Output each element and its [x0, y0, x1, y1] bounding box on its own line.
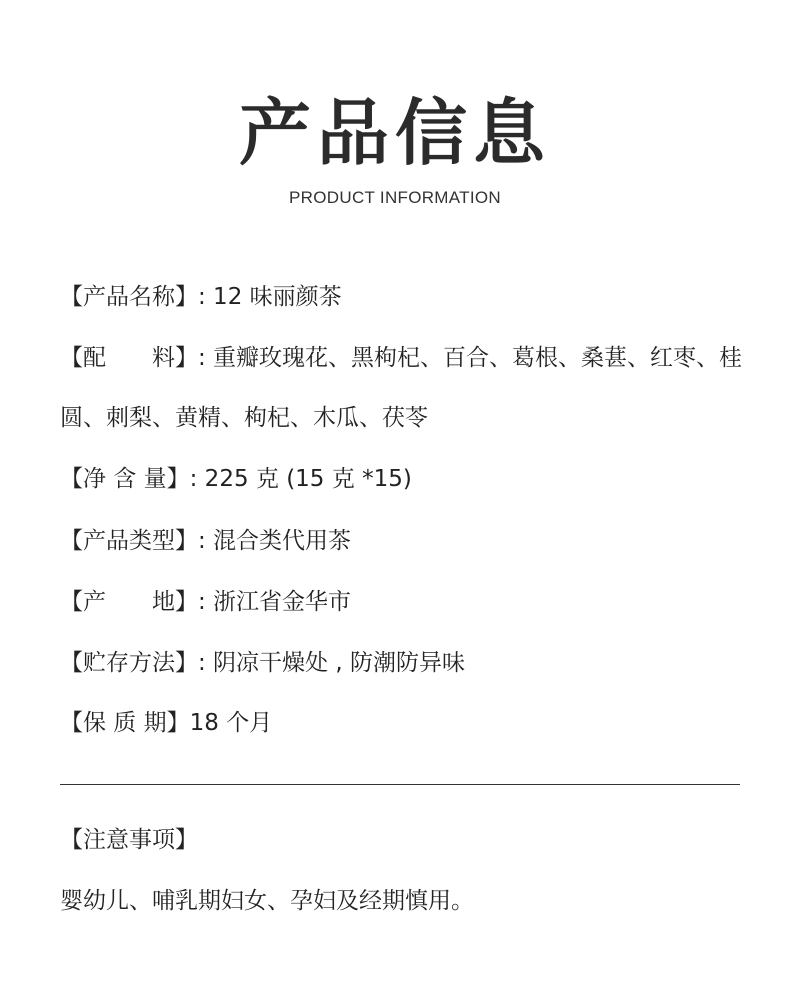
product-type-row: 【产品类型】: 混合类代用茶	[60, 528, 352, 554]
ingredients-row-continued: 圆、刺梨、黄精、枸杞、木瓜、茯苓	[60, 405, 428, 431]
page-title: 产品信息	[238, 90, 551, 175]
ingredients-row: 【配 料】: 重瓣玫瑰花、黑枸杞、百合、葛根、桑葚、红枣、桂	[60, 345, 743, 371]
shelf-life-row: 【保 质 期】18 个月	[60, 710, 273, 736]
storage-row: 【贮存方法】: 阴凉干燥处 , 防潮防异味	[60, 650, 465, 676]
page-subtitle: PRODUCT INFORMATION	[289, 188, 501, 207]
notice-heading: 【注意事项】	[60, 827, 198, 853]
notice-text: 婴幼儿、哺乳期妇女、孕妇及经期慎用。	[60, 888, 474, 914]
section-divider	[60, 784, 740, 785]
product-name-row: 【产品名称】: 12 味丽颜茶	[60, 284, 342, 310]
origin-row: 【产 地】: 浙江省金华市	[60, 589, 352, 615]
net-content-row: 【净 含 量】: 225 克 (15 克 *15)	[60, 466, 412, 492]
